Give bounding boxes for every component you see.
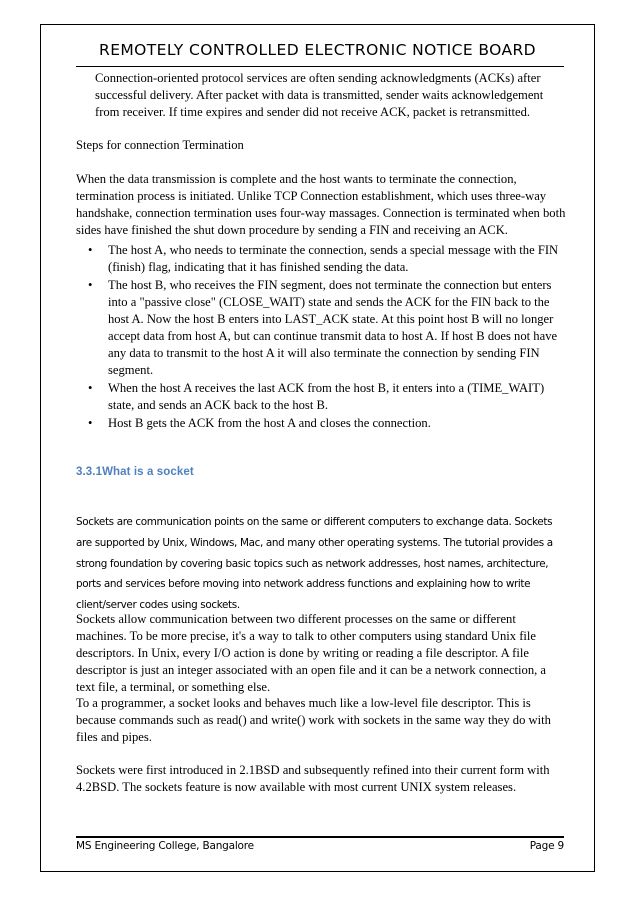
- header-rule: [76, 66, 564, 67]
- bsd-paragraph: Sockets were first introduced in 2.1BSD and subsequently refined into their current form with 4.2BSD. The sockets feature is now available with most current UNIX system releases.: [76, 763, 550, 794]
- bullet-icon: •: [88, 381, 93, 395]
- steps-heading: Steps for connection Termination: [76, 138, 244, 152]
- list-item-text: When the host A receives the last ACK from the host B, it enters into a (TIME_WAIT) state, and sends an ACK back to the host B.: [108, 381, 545, 412]
- list-item: [88, 380, 560, 414]
- list-item: [88, 242, 560, 276]
- intro-paragraph: Connection-oriented protocol services are often sending acknowledgments (ACKs) after successful delivery. After packet with data is transmitted, sender waits acknowledgement from receiver. If time expires and sender did not receive ACK, packet is retransmitted.: [95, 71, 544, 119]
- list-item: [88, 415, 560, 432]
- programmer-paragraph: To a programmer, a socket looks and behaves much like a low-level file descriptor. This is because commands such as read() and write() work with sockets in the same way they do with files and pipes.: [76, 696, 551, 744]
- list-item-text: Host B gets the ACK from the host A and closes the connection.: [108, 416, 431, 430]
- list-item: [88, 277, 560, 379]
- bullet-icon: •: [88, 416, 93, 430]
- page-header-title: REMOTELY CONTROLLED ELECTRONIC NOTICE BOARD: [99, 41, 536, 59]
- bullet-icon: •: [88, 243, 93, 257]
- sockets-allow-paragraph: Sockets allow communication between two different processes on the same or different machines. To be more precise, it's a way to talk to other computers using standard Unix file descriptors. In Unix, every I/O action is done by writing or reading a file descriptor. A file descriptor is just an integer associated with an open file and it can be a network connection, a text file, a terminal, or something else.: [76, 612, 547, 694]
- list-item-text: The host A, who needs to terminate the connection, sends a special message with the FIN (finish) flag, indicating that it has finished sending the data.: [108, 243, 559, 274]
- termination-paragraph: When the data transmission is complete and the host wants to terminate the connection, termination process is initiated. Unlike TCP Connection establishment, which uses three-way handshake, connection termination uses four-way massages. Connection is terminated when both sides have finished the shut down procedure by sending a FIN and receiving an ACK.: [76, 172, 566, 237]
- footer-rule: [76, 836, 564, 838]
- bullet-icon: •: [88, 278, 93, 292]
- termination-steps-list: [88, 242, 560, 433]
- sockets-intro-paragraph: Sockets are communication points on the same or different computers to exchange data. Sockets are supported by Unix, Windows, Mac, and many other operating systems. The tutorial provides a strong foundation by covering basic topics such as network addresses, host names, architecture, ports and services before moving into network address functions and explaining how to write client/server codes using sockets.: [76, 516, 553, 612]
- section-heading: 3.3.1What is a socket: [76, 466, 194, 478]
- footer-college: MS Engineering College, Bangalore: [76, 840, 254, 852]
- footer-page-number: Page 9: [529, 840, 564, 852]
- list-item-text: The host B, who receives the FIN segment, does not terminate the connection but enters into a "passive close" (CLOSE_WAIT) state and sends the ACK for the FIN back to the host A. Now the host B enters into LAST_ACK state. At this point host B will no longer accept data from host A, but can continue transmit data to host A. If host B does not have any data to transmit to the host A it will also terminate the connection by sending FIN segment.: [108, 278, 558, 377]
